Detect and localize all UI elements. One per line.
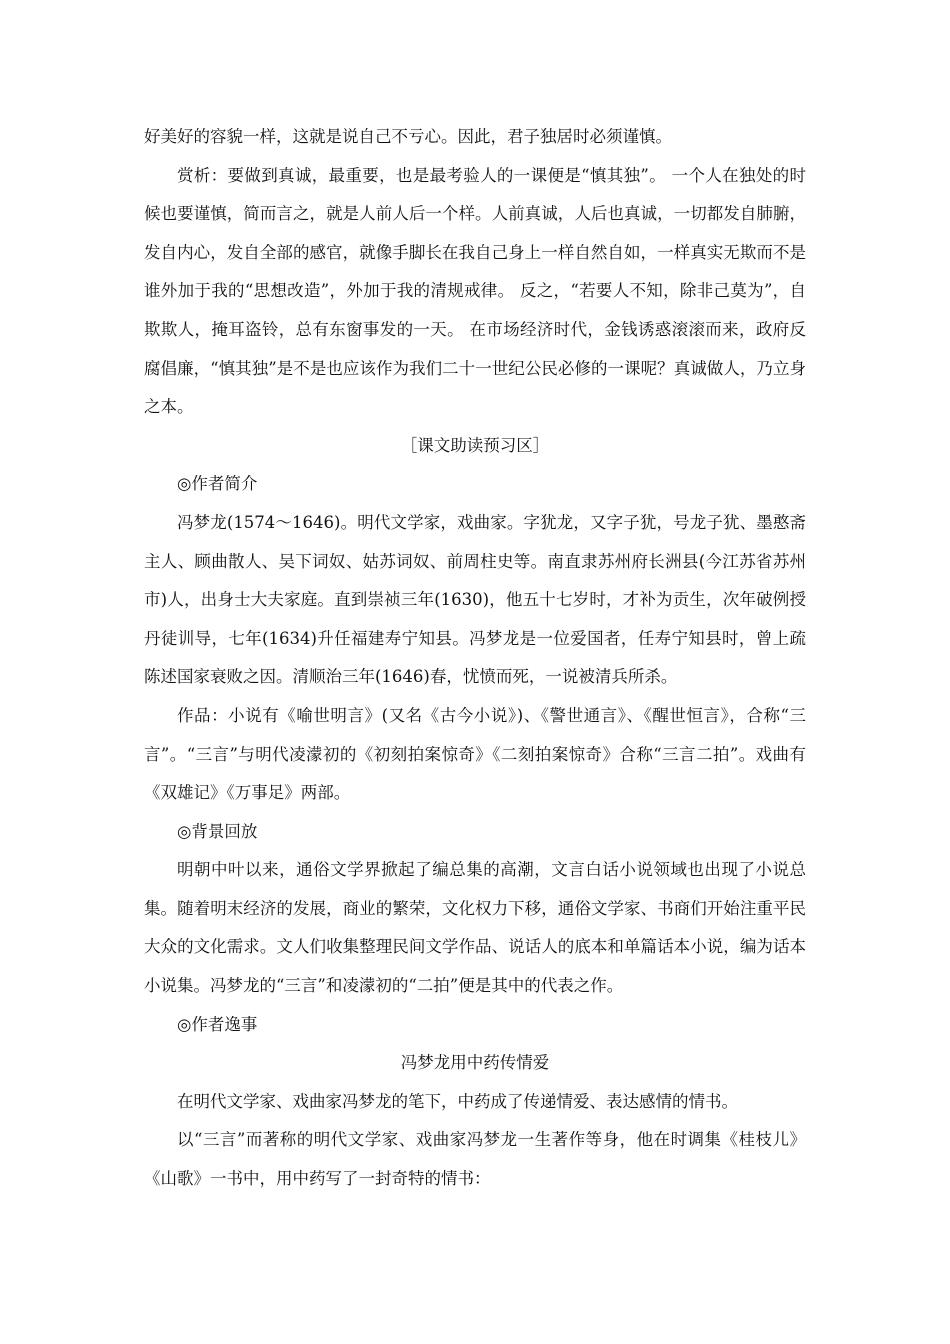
anecdote-title: 冯梦龙用中药传情爱 <box>400 1053 550 1073</box>
paragraph-continuation: 好美好的容貌一样，这就是说自己不亏心。因此，君子独居时必须谨慎。 <box>144 127 672 146</box>
heading-author-intro: ◎作者简介 <box>177 474 258 494</box>
paragraph-background: 明朝中叶以来，通俗文学界掀起了编总集的高潮，文言白话小说领域也出现了小说总集。随着明末经济的发展，商业的繁荣，文化权力下移，通俗文学家、书商们开始注重平民大众的文化需求。文人们收集整理民间文学作品、说话人的底本和单篇话本小说，编为话本小说集。冯梦龙的“三言”和凌濛初的“二拍”便是其中的代表之作。 <box>144 860 806 996</box>
paragraph-works: 作品：小说有《喻世明言》(又名《古今小说》)、《警世通言》、《醒世恒言》，合称“三言”。“三言”与明代凌濛初的《初刻拍案惊奇》《二刻拍案惊奇》合称“三言二拍”。戏曲有《双雄记》《万事足》两部。 <box>144 705 806 803</box>
heading-background: ◎背景回放 <box>177 821 258 841</box>
paragraph-anecdote-body: 以“三言”而著称的明代文学家、戏曲家冯梦龙一生著作等身，他在时调集《桂枝儿》《山歌》一书中，用中药写了一封奇特的情书： <box>144 1130 806 1189</box>
document-page <box>144 118 806 1199</box>
paragraph-appreciation: 赏析：要做到真诚，最重要，也是最考验人的一课便是“慎其独”。 一个人在独处的时候也要谨慎，简而言之，就是人前人后一个样。人前真诚，人后也真诚，一切都发自肺腑，发自内心，发自全部的感官，就像手脚长在我自己身上一样自然自如，一样真实无欺而不是谁外加于我的“思想改造”，外加于我的清规戒律。 反之，“若要人不知，除非己莫为”，自欺欺人，掩耳盗铃，总有东窗事发的一天。 在市场经济时代，金钱诱惑滚滚而来，政府反腐倡廉，“慎其独”是不是也应该作为我们二十一世纪公民必修的一课呢？真诚做人，乃立身之本。 <box>144 165 806 417</box>
paragraph-author-bio: 冯梦龙(1574～1646)。明代文学家，戏曲家。字犹龙，又字子犹，号龙子犹、墨憨斋主人、顾曲散人、吴下词奴、姑苏词奴、前周柱史等。南直隶苏州府长洲县(今江苏省苏州市)人，出身士大夫家庭。直到崇祯三年(1630)，他五十七岁时，才补为贡生，次年破例授丹徒训导，七年(1634)升任福建寿宁知县。冯梦龙是一位爱国者，任寿宁知县时，曾上疏陈述国家衰败之因。清顺治三年(1646)春，忧愤而死，一说被清兵所杀。 <box>144 512 806 687</box>
section-title: ［课文助读预习区］ <box>400 435 550 455</box>
paragraph-anecdote-intro: 在明代文学家、戏曲家冯梦龙的笔下，中药成了传递情爱、表达感情的情书。 <box>177 1091 738 1111</box>
heading-anecdote: ◎作者逸事 <box>177 1014 258 1034</box>
